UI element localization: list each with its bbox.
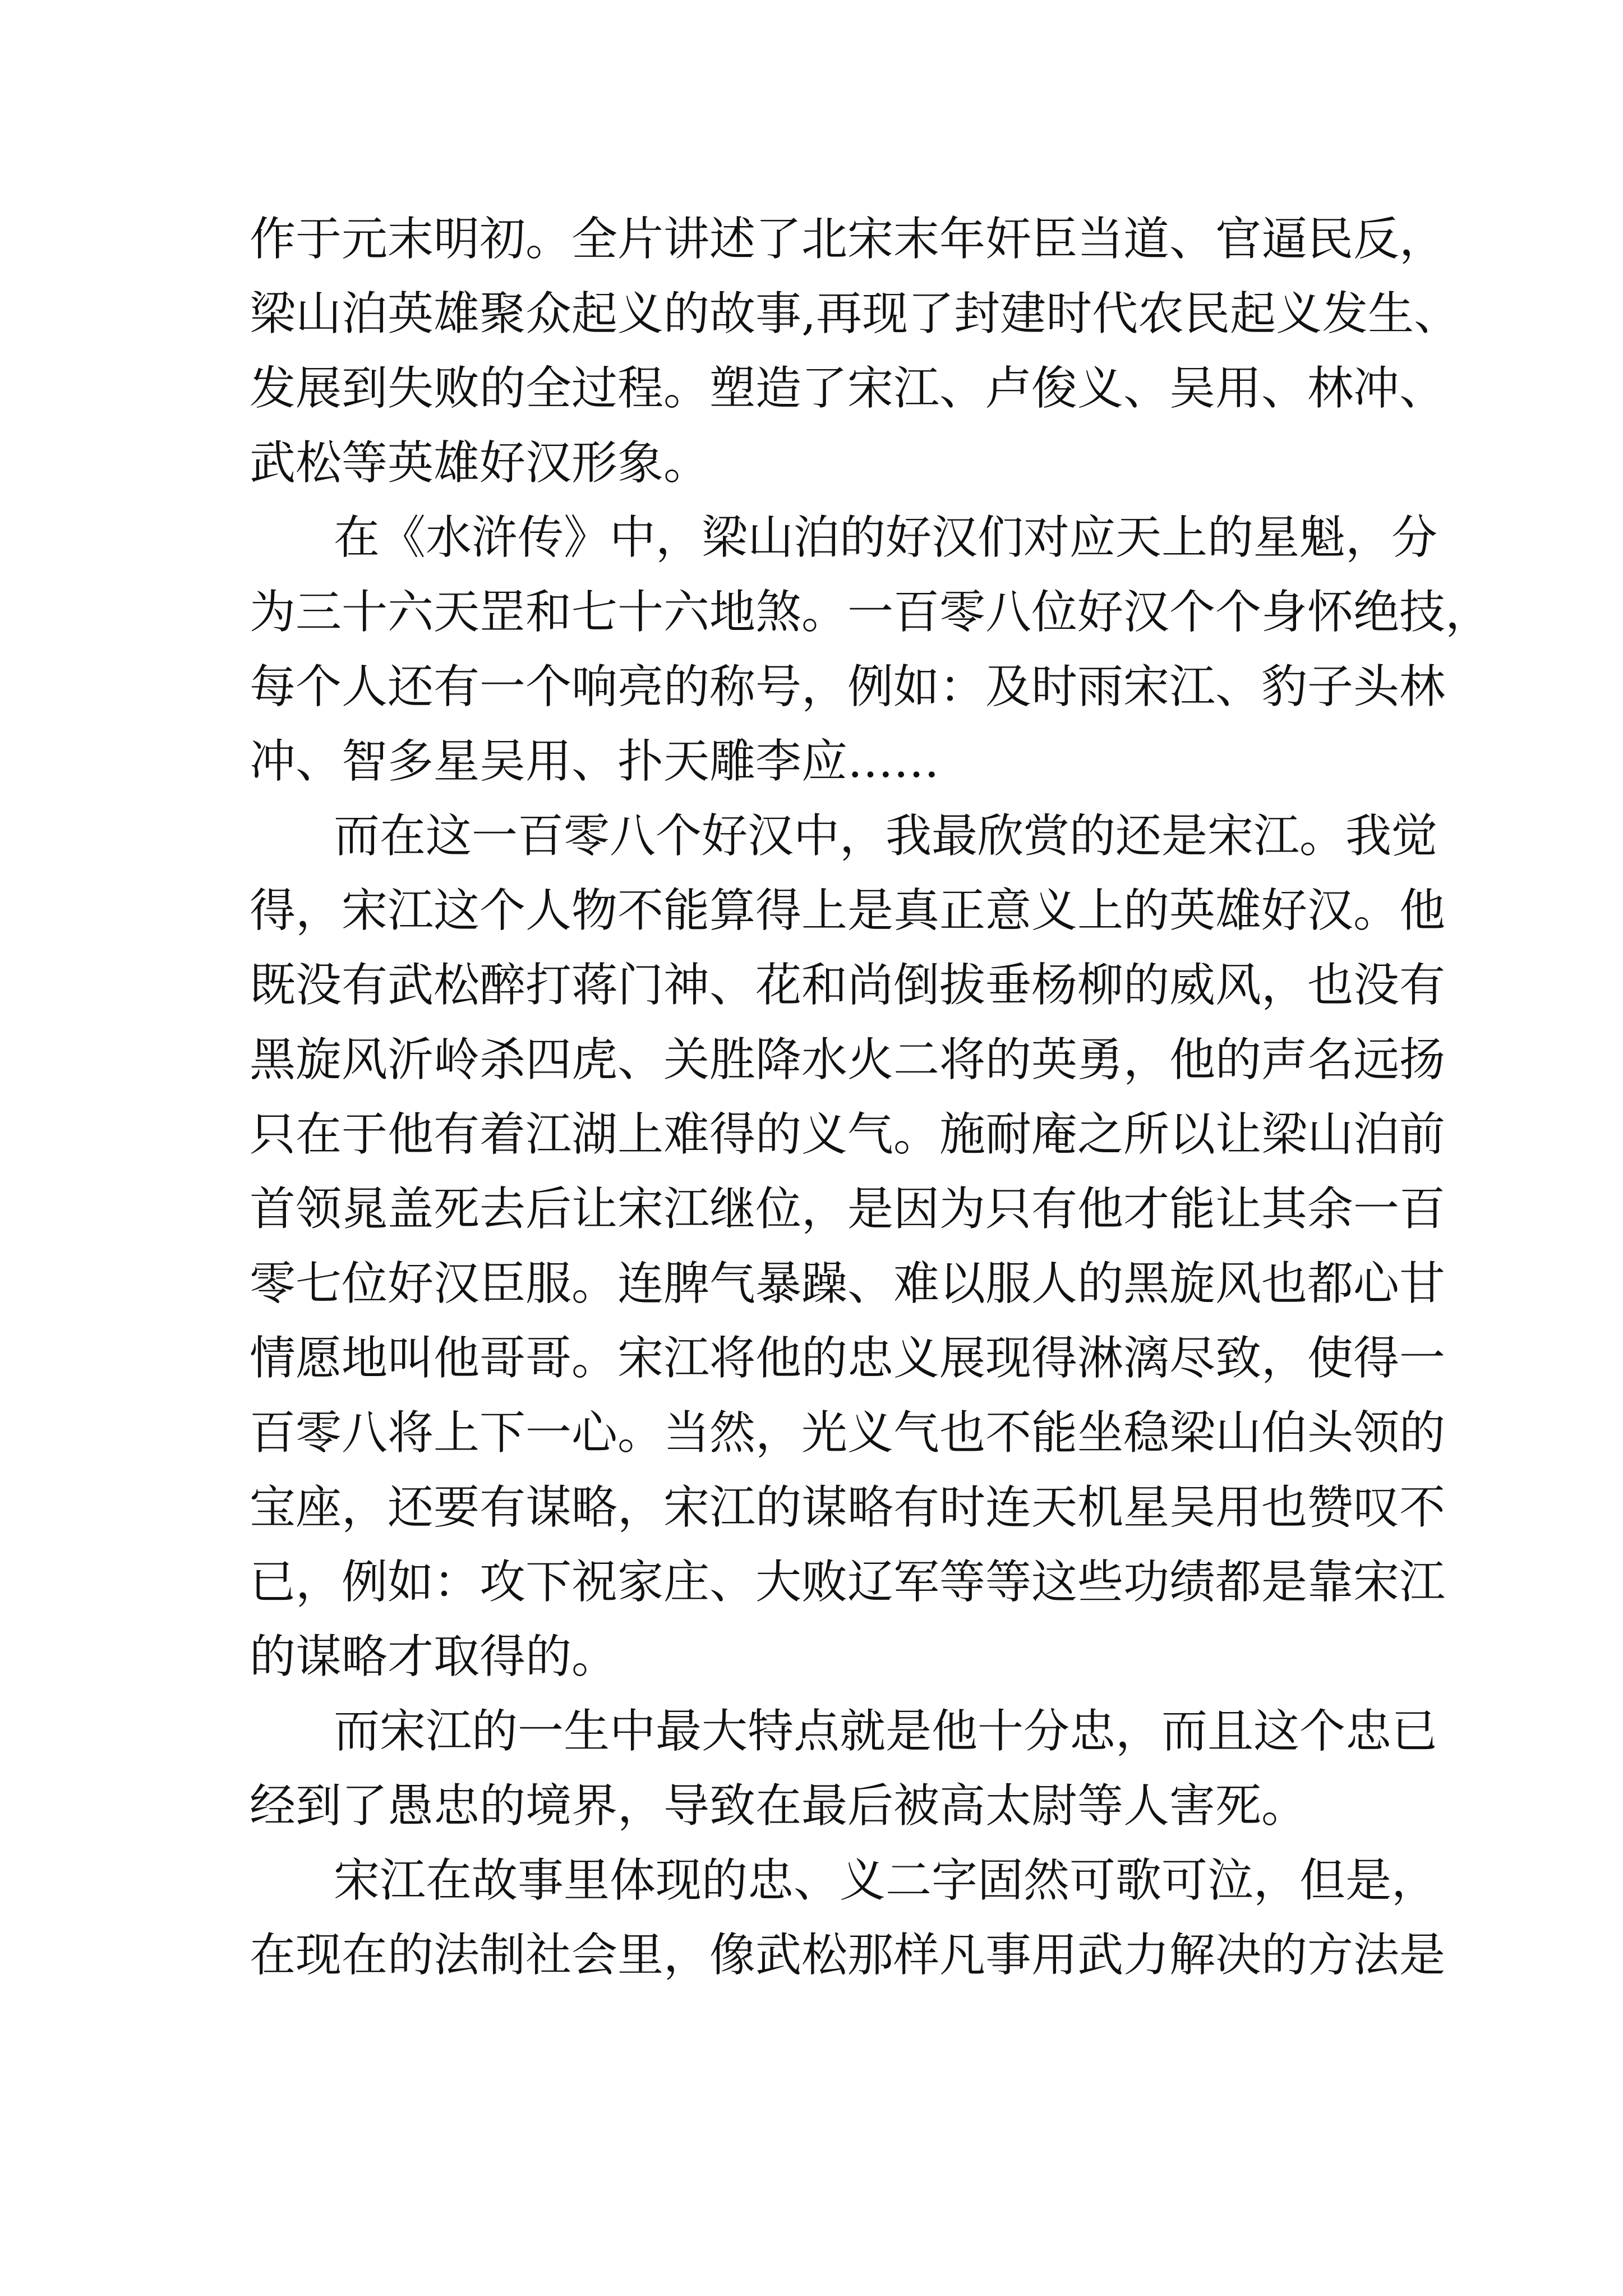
text-line: 作于元末明初。全片讲述了北宋末年奸臣当道、官逼民反，	[250, 213, 1446, 266]
text-line: 每个人还有一个响亮的称号，例如：及时雨宋江、豹子头林	[250, 660, 1446, 714]
text-line: 首领晁盖死去后让宋江继位，是因为只有他才能让其余一百	[250, 1182, 1446, 1236]
text-line: 既没有武松醉打蒋门神、花和尚倒拔垂杨柳的威风，也没有	[250, 959, 1446, 1012]
text-line: 经到了愚忠的境界，导致在最后被高太尉等人害死。	[250, 1779, 1308, 1833]
text-line: 为三十六天罡和七十六地煞。一百零八位好汉个个身怀绝技，	[250, 586, 1492, 639]
text-line: 冲、智多星吴用、扑天雕李应……	[250, 735, 940, 788]
text-line: 武松等英雄好汉形象。	[250, 436, 710, 490]
paragraph-start-line: 在《水浒传》中，梁山泊的好汉们对应天上的星魁，分	[334, 511, 1438, 564]
document-body	[250, 202, 1492, 1993]
text-line: 发展到失败的全过程。塑造了宋江、卢俊义、吴用、林冲、	[250, 362, 1446, 415]
text-line: 的谋略才取得的。	[250, 1630, 618, 1683]
text-line: 只在于他有着江湖上难得的义气。施耐庵之所以让梁山泊前	[250, 1108, 1446, 1161]
text-line: 得，宋江这个人物不能算得上是真正意义上的英雄好汉。他	[250, 884, 1446, 937]
text-line: 黑旋风沂岭杀四虎、关胜降水火二将的英勇，他的声名远扬	[250, 1033, 1446, 1087]
text-line: 零七位好汉臣服。连脾气暴躁、难以服人的黑旋风也都心甘	[250, 1257, 1446, 1310]
paragraph-start-line: 而在这一百零八个好汉中，我最欣赏的还是宋江。我觉	[334, 809, 1438, 863]
text-line: 百零八将上下一心。当然，光义气也不能坐稳梁山伯头领的	[250, 1406, 1446, 1460]
paragraph-start-line: 而宋江的一生中最大特点就是他十分忠，而且这个忠已	[334, 1705, 1438, 1758]
text-line: 情愿地叫他哥哥。宋江将他的忠义展现得淋漓尽致，使得一	[250, 1332, 1446, 1385]
paragraph-start-line: 宋江在故事里体现的忠、义二字固然可歌可泣，但是，	[334, 1854, 1438, 1907]
text-line: 在现在的法制社会里，像武松那样凡事用武力解决的方法是	[250, 1929, 1446, 1982]
text-line: 梁山泊英雄聚众起义的故事,再现了封建时代农民起义发生、	[250, 287, 1460, 341]
text-line: 已，例如：攻下祝家庄、大败辽军等等这些功绩都是靠宋江	[250, 1556, 1446, 1609]
text-line: 宝座，还要有谋略，宋江的谋略有时连天机星吴用也赞叹不	[250, 1481, 1446, 1534]
